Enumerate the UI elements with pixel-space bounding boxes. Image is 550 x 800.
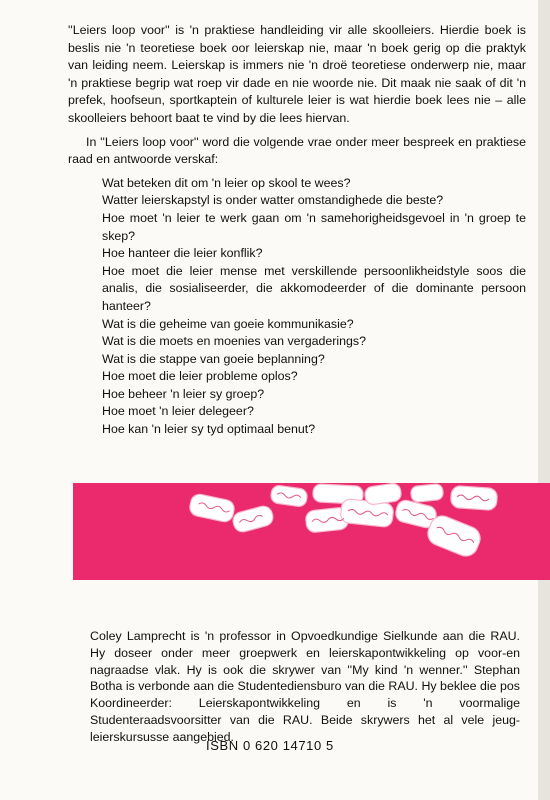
footprint-shape <box>231 504 275 534</box>
author-bio-text: Coley Lamprecht is 'n professor in Opvoedkundige Sielkunde aan die RAU. Hy doseer onder meer groepwerk en leierskapontwikkeling op voor-en nagraadse vlak. Hy is ook die skrywer van ''My kind 'n wenner.'' Stephan Botha is verbonde aan die Studentediensburo van die RAU. Hy beklee die pos Koordineerder: Leierskapontwikkeling en is 'n voormalige Studenteraadsvoorsitter van die RAU. Beide skrywers het al vele jeug-leierskursusse aangebied. <box>90 629 520 744</box>
question-item: Hoe moet 'n leier te werk gaan om 'n samehorigheidsgevoel in 'n groep te skep? <box>102 210 526 243</box>
footprint-shape <box>450 485 497 510</box>
page-edge-strip <box>538 0 550 800</box>
intro-paragraph-1: ''Leiers loop voor'' is 'n praktiese handleiding vir alle skoolleiers. Hierdie boek is beslis nie 'n teoretiese boek oor leierskap nie, maar 'n boek gerig op die praktyk van leiding neem. Leierskap is immers nie 'n droë teoretiese onderwerp nie, maar 'n praktiese begrip wat roep vir dade en nie woorde nie. Dit maak nie saak of dit 'n prefek, hoofseun, sportkaptein of kulturele leier is wat hierdie boek lees nie – alle skoolleiers behoort baat te vind by die lees hiervan. <box>68 23 526 125</box>
question-item: Wat is die stappe van goeie beplanning? <box>102 351 325 366</box>
question-item: Hoe moet 'n leier delegeer? <box>102 404 254 419</box>
question-item: Hoe moet die leier mense met verskillende persoonlikheidstyle soos die analis, die sosialiseerder, die akkomodeerder of die dominante persoon hanteer? <box>102 263 526 313</box>
footprint-pattern-graphic <box>73 483 550 580</box>
question-item: Wat is die moets en moenies van vergaderings? <box>102 334 367 349</box>
question-item: Wat beteken dit om 'n leier op skool te wees? <box>102 175 351 190</box>
question-item: Hoe hanteer die leier konflik? <box>102 246 263 261</box>
intro-text <box>68 22 526 439</box>
footprint-shape <box>410 483 443 502</box>
question-item: Wat is die geheime van goeie kommunikasie? <box>102 316 354 331</box>
footprint-shape <box>424 512 483 559</box>
isbn-number: ISBN 0 620 14710 5 <box>206 738 334 753</box>
question-item: Hoe kan 'n leier sy tyd optimaal benut? <box>102 422 316 437</box>
question-item: Watter leierskapstyl is onder watter omstandighede die beste? <box>102 193 444 208</box>
footprint-shape <box>270 485 308 508</box>
footprint-shape <box>364 483 402 505</box>
footprint-band <box>73 483 550 580</box>
question-item: Hoe beheer 'n leier sy groep? <box>102 386 265 401</box>
question-list <box>68 175 526 439</box>
author-bio <box>90 628 520 746</box>
question-item: Hoe moet die leier probleme oplos? <box>102 369 298 384</box>
intro-paragraph-2: In ''Leiers loop voor'' word die volgende vrae onder meer bespreek en praktiese raad en antwoorde verskaf: <box>68 134 526 167</box>
